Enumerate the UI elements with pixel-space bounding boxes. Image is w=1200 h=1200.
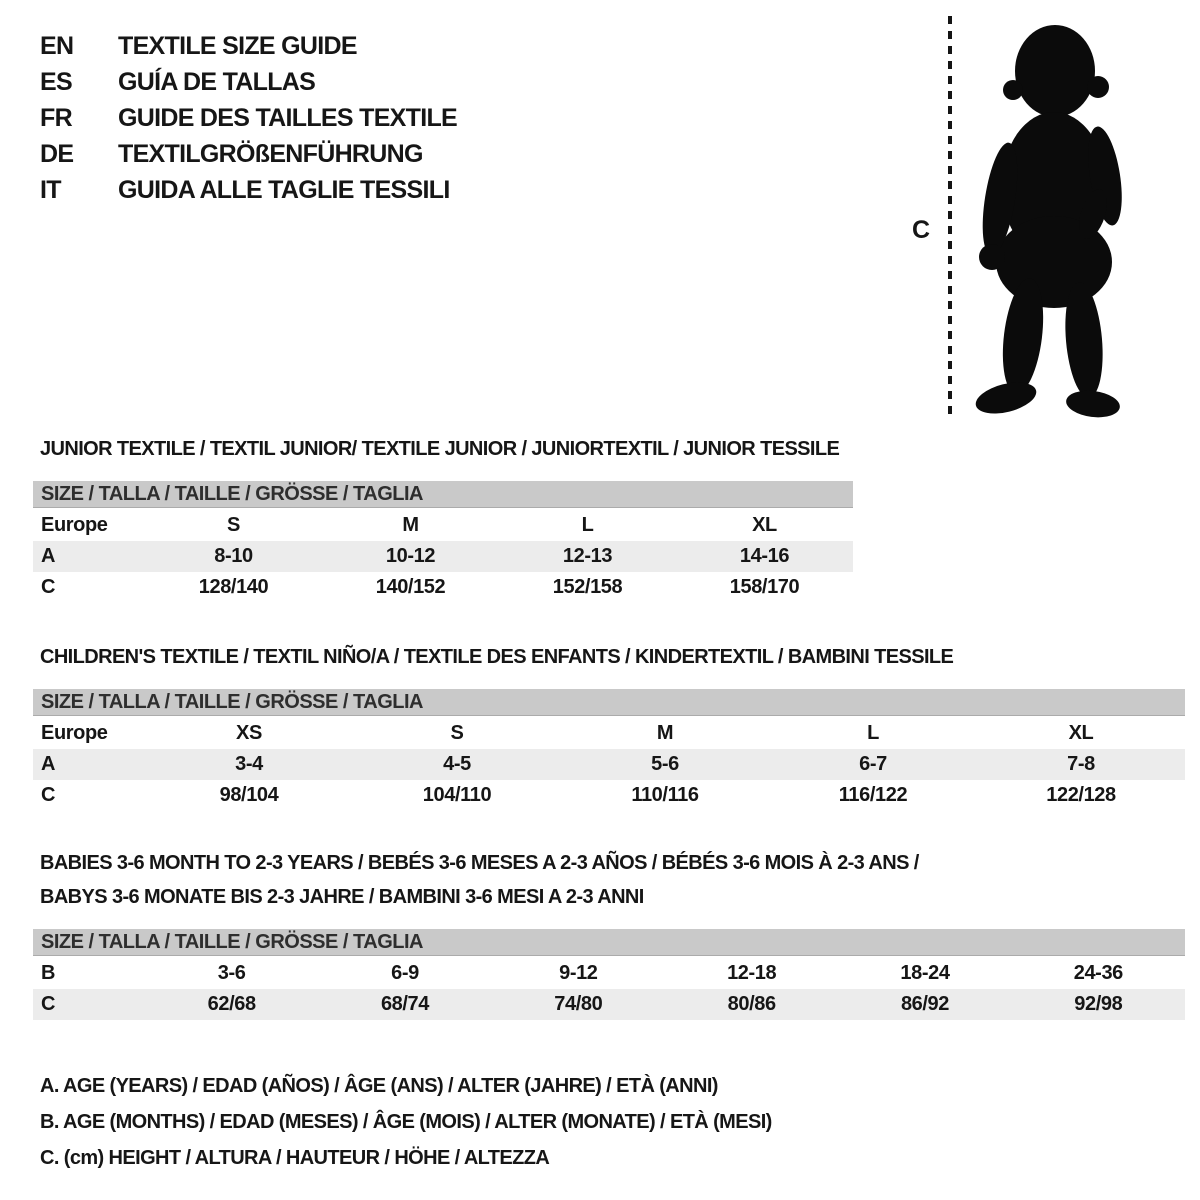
- language-row: [40, 100, 457, 136]
- language-row: [40, 172, 457, 208]
- measurement-legend: [40, 1068, 772, 1176]
- size-value-cell: 128/140: [198, 576, 269, 598]
- size-table-section: [33, 432, 853, 603]
- language-row: [40, 64, 457, 100]
- column-header: S: [450, 722, 464, 744]
- size-value-cell: 158/170: [729, 576, 800, 598]
- size-value-cell: 9-12: [559, 962, 598, 984]
- table-row: [33, 989, 1185, 1020]
- size-value-cell: 24-36: [1073, 962, 1123, 984]
- guide-title: TEXTILGRÖßENFÜHRUNG: [118, 139, 423, 168]
- size-value-cell: 74/80: [554, 993, 603, 1015]
- column-header: XL: [752, 514, 777, 536]
- size-value-cell: 86/92: [900, 993, 950, 1015]
- toddler-silhouette-icon: [962, 14, 1142, 424]
- guide-title: TEXTILE SIZE GUIDE: [118, 31, 357, 60]
- column-header: L: [867, 722, 879, 744]
- column-header: L: [581, 514, 594, 536]
- size-table: [33, 510, 853, 603]
- language-header: [40, 28, 457, 208]
- language-code: DE: [40, 139, 74, 168]
- legend-line-b: B. AGE (MONTHS) / EDAD (MESES) / ÂGE (MOIS) / ALTER (MONATE) / ETÀ (MESI): [40, 1111, 772, 1133]
- height-measure-line: [948, 16, 952, 418]
- size-table-section: [33, 846, 1185, 1020]
- size-value-cell: 3-4: [235, 753, 263, 775]
- size-value-cell: 140/152: [375, 576, 446, 598]
- table-row: [33, 780, 1185, 811]
- size-value-cell: 12-13: [562, 545, 613, 567]
- language-code: FR: [40, 103, 72, 132]
- height-measure-label: C: [912, 216, 931, 244]
- size-value-cell: 10-12: [385, 545, 436, 567]
- size-header-bar: SIZE / TALLA / TAILLE / GRÖSSE / TAGLIA: [33, 689, 1185, 716]
- size-header-bar: SIZE / TALLA / TAILLE / GRÖSSE / TAGLIA: [33, 481, 853, 508]
- size-value-cell: 8-10: [214, 545, 253, 567]
- size-value-cell: 7-8: [1067, 753, 1095, 775]
- column-header: M: [656, 722, 674, 744]
- column-header: XS: [236, 722, 262, 744]
- row-label: A: [41, 753, 56, 775]
- table-row: [33, 541, 853, 572]
- guide-title: GUIDA ALLE TAGLIE TESSILI: [118, 175, 450, 204]
- language-code: EN: [40, 31, 74, 60]
- size-table: [33, 958, 1185, 1020]
- size-value-cell: 152/158: [552, 576, 623, 598]
- row-label: C: [41, 784, 56, 806]
- size-value-cell: 98/104: [219, 784, 279, 806]
- table-row: [33, 572, 853, 603]
- size-value-cell: 68/74: [380, 993, 430, 1015]
- column-header-row: [33, 718, 1185, 749]
- section-title: BABYS 3-6 MONATE BIS 2-3 JAHRE / BAMBINI 3-6 MESI A 2-3 ANNI: [40, 886, 644, 908]
- size-value-cell: 4-5: [443, 753, 471, 775]
- column-header: M: [402, 514, 419, 536]
- region-label: Europe: [41, 722, 108, 744]
- size-value-cell: 18-24: [900, 962, 950, 984]
- language-code: ES: [40, 67, 72, 96]
- guide-title: GUÍA DE TALLAS: [118, 67, 316, 96]
- size-table: [33, 718, 1185, 811]
- row-label: A: [41, 545, 56, 567]
- table-row: [33, 958, 1185, 989]
- size-header-bar: SIZE / TALLA / TAILLE / GRÖSSE / TAGLIA: [33, 929, 1185, 956]
- size-value-cell: 5-6: [651, 753, 679, 775]
- section-title: JUNIOR TEXTILE / TEXTIL JUNIOR/ TEXTILE JUNIOR / JUNIORTEXTIL / JUNIOR TESSILE: [40, 438, 840, 460]
- column-header: S: [227, 514, 240, 536]
- size-value-cell: 80/86: [727, 993, 776, 1015]
- guide-title: GUIDE DES TAILLES TEXTILE: [118, 103, 458, 132]
- size-value-cell: 92/98: [1074, 993, 1123, 1015]
- region-label: Europe: [41, 514, 108, 536]
- size-value-cell: 14-16: [739, 545, 790, 567]
- legend-line-a: A. AGE (YEARS) / EDAD (AÑOS) / ÂGE (ANS) / ALTER (JAHRE) / ETÀ (ANNI): [40, 1075, 718, 1097]
- language-code: IT: [40, 175, 61, 204]
- legend-line-c: C. (cm) HEIGHT / ALTURA / HAUTEUR / HÖHE / ALTEZZA: [40, 1147, 550, 1169]
- size-value-cell: 104/110: [422, 784, 492, 806]
- column-header: XL: [1068, 722, 1094, 744]
- row-label: B: [41, 962, 56, 984]
- size-value-cell: 6-9: [391, 962, 419, 984]
- section-title: BABIES 3-6 MONTH TO 2-3 YEARS / BEBÉS 3-6 MESES A 2-3 AÑOS / BÉBÉS 3-6 MOIS À 2-3 ANS /: [40, 852, 919, 874]
- language-row: [40, 136, 457, 172]
- section-title: CHILDREN'S TEXTILE / TEXTIL NIÑO/A / TEXTILE DES ENFANTS / KINDERTEXTIL / BAMBINI TESSILE: [40, 646, 954, 668]
- size-table-section: [33, 640, 1185, 811]
- size-value-cell: 110/116: [631, 784, 699, 806]
- row-label: C: [41, 993, 56, 1015]
- size-value-cell: 3-6: [217, 962, 246, 984]
- size-value-cell: 6-7: [859, 753, 887, 775]
- language-row: [40, 28, 457, 64]
- row-label: C: [41, 576, 56, 598]
- size-value-cell: 62/68: [207, 993, 256, 1015]
- table-row: [33, 749, 1185, 780]
- size-value-cell: 12-18: [727, 962, 777, 984]
- column-header-row: [33, 510, 853, 541]
- size-value-cell: 116/122: [838, 784, 908, 806]
- size-value-cell: 122/128: [1046, 784, 1116, 806]
